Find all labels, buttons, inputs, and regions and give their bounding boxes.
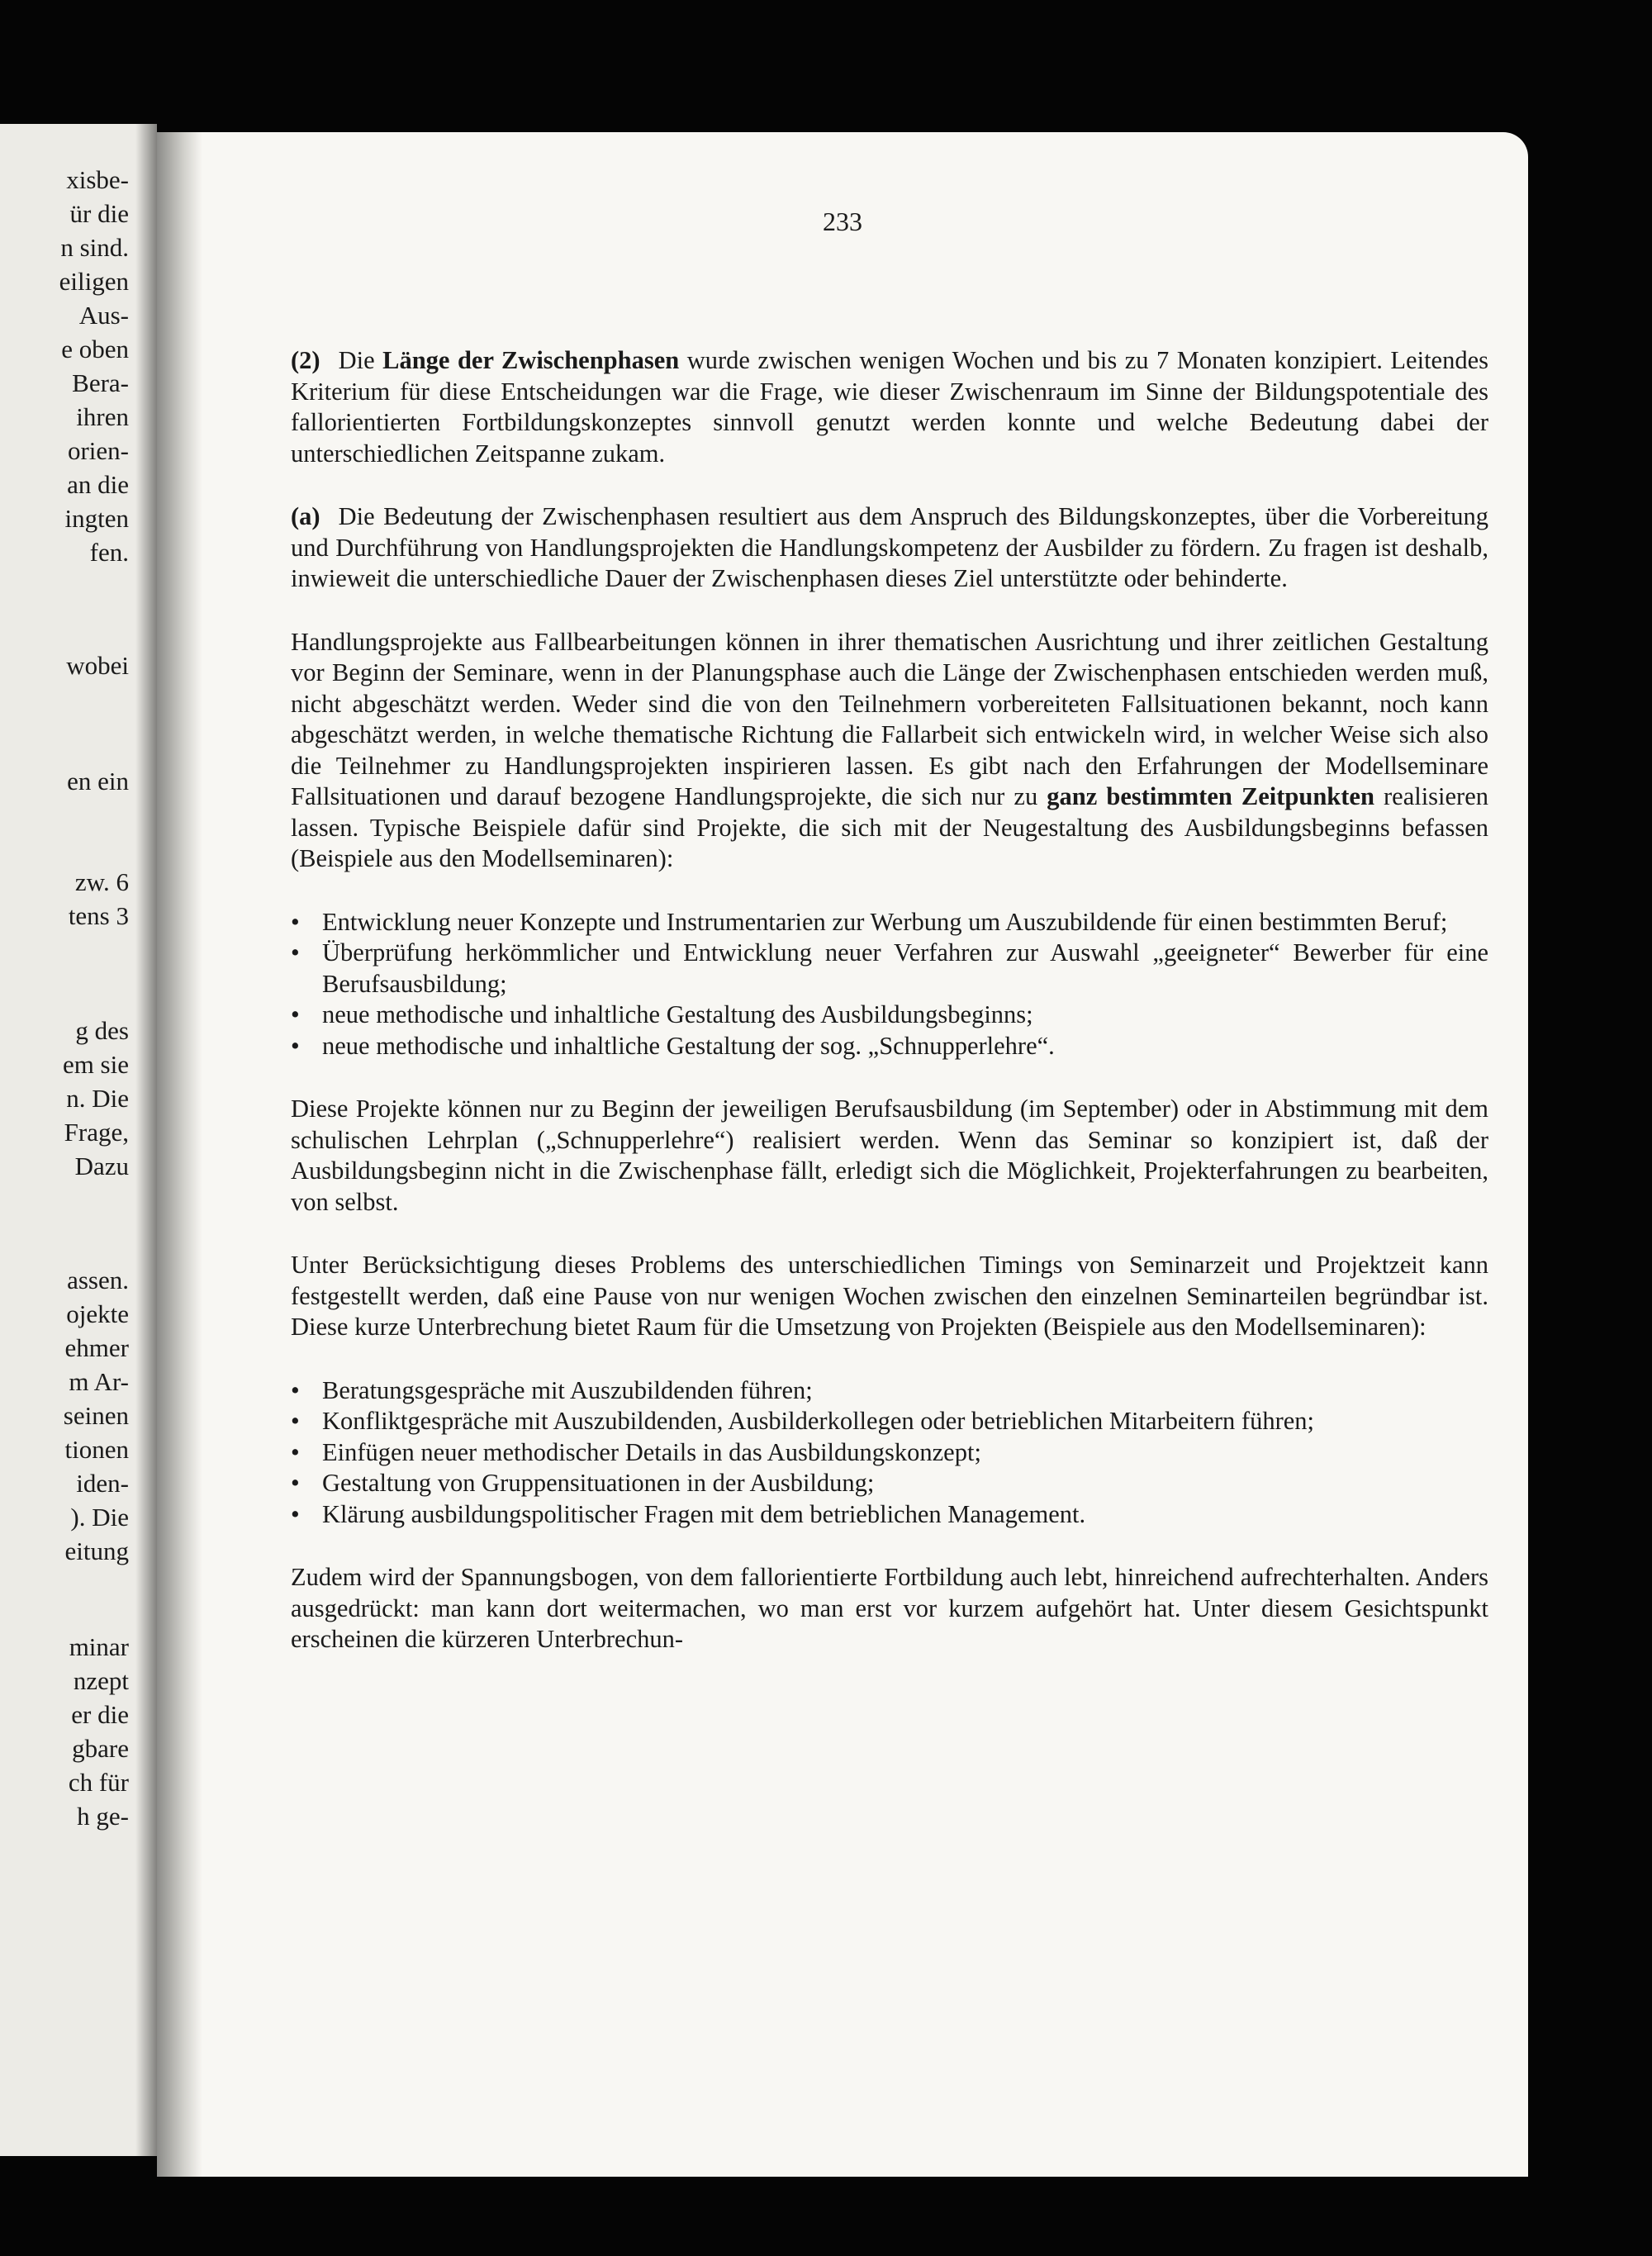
book-page <box>157 132 1528 2177</box>
bullet-list-1 <box>291 907 1488 1062</box>
page-body <box>291 345 1488 1688</box>
list-item: • Einfügen neuer methodischer Details in das Ausbildungskonzept; <box>291 1437 1488 1469</box>
left-page-line: seinen <box>63 1401 129 1430</box>
section-number: (2) <box>291 346 320 374</box>
left-page-line: Bera- <box>72 368 129 397</box>
left-page-line: gbare <box>72 1734 129 1763</box>
left-page-line: iden- <box>76 1469 129 1498</box>
paragraph-projekte: Diese Projekte können nur zu Beginn der jeweiligen Berufsausbildung (im September) oder in Abstimmung mit dem schulischen Lehrplan („Schnupperlehre“) realisiert werden. Wenn das Seminar so konzipiert ist, daß der Ausbildungsbeginn nicht in die Zwischenphase fällt, erledigt sich die Möglichkeit, Projekterfahrungen zu bearbeiten, von selbst. <box>291 1095 1488 1216</box>
left-page-line: ingten <box>64 504 129 533</box>
left-page-line: Aus- <box>78 301 129 330</box>
left-page-line: en ein <box>67 767 129 796</box>
left-page-line: an die <box>67 470 129 499</box>
left-page-line: tionen <box>64 1435 129 1464</box>
left-page-line: minar <box>69 1632 129 1661</box>
left-page-line: ür die <box>69 199 129 228</box>
left-page-line: ehmer <box>64 1333 129 1362</box>
paragraph-a: (a) Die Bedeutung der Zwischenphasen resultiert aus dem Anspruch des Bildungskonzeptes, über die Vorbereitung und Durchführung von Handlungsprojekten die Handlungskompetenz der Ausbilder zu fördern. Zu fragen ist deshalb, inwieweit die unterschiedliche Dauer der Zwischenphasen dieses Ziel unterstützte oder behinderte. <box>291 502 1488 592</box>
left-page-line: e oben <box>61 335 129 363</box>
left-page-line: n sind. <box>60 233 129 262</box>
left-page-line: zw. 6 <box>74 867 129 896</box>
paragraph-timing: Unter Berücksichtigung dieses Problems des unterschiedlichen Timings von Seminarzeit und Projektzeit kann festgestellt werden, daß eine Pause von nur wenigen Wochen zwischen den einzelnen Seminarteilen begründbar ist. Diese kurze Unterbrechung bietet Raum für die Umsetzung von Projekten (Beispiele aus den Modellseminaren): <box>291 1251 1488 1341</box>
left-page-line: em sie <box>62 1050 129 1079</box>
left-page-line: xisbe- <box>66 165 129 194</box>
list-item: • Konfliktgespräche mit Auszubildenden, Ausbilderkollegen oder betrieblichen Mitarbeitern führen; <box>291 1406 1488 1437</box>
list-item: • neue methodische und inhaltliche Gestaltung der sog. „Schnupperlehre“. <box>291 1031 1488 1062</box>
left-page-line: wobei <box>66 651 129 680</box>
left-page-line: nzept <box>73 1666 129 1695</box>
left-page-line: n. Die <box>66 1084 129 1113</box>
list-item: • neue methodische und inhaltliche Gestaltung des Ausbildungsbeginns; <box>291 1000 1488 1031</box>
book-gutter-shadow <box>135 124 157 2156</box>
list-item: • Entwicklung neuer Konzepte und Instrumentarien zur Werbung um Auszubildende für einen bestimmten Beruf; <box>291 907 1488 938</box>
left-page-line: tens 3 <box>68 901 129 930</box>
left-page-line: m Ar- <box>69 1367 129 1396</box>
bold-term: ganz bestimmten Zeitpunkten <box>1047 782 1374 810</box>
left-page-line: Frage, <box>64 1118 129 1147</box>
left-page-line: orien- <box>67 436 129 465</box>
page-gutter <box>157 132 202 2177</box>
section-number: (a) <box>291 502 320 530</box>
bold-term: Länge der Zwischenphasen <box>382 346 680 374</box>
paragraph-2: (2) Die Länge der Zwischenphasen wurde zwischen wenigen Wochen und bis zu 7 Monaten konzipiert. Leitendes Kriterium für diese Entscheidungen war die Frage, wie dieser Zwischenraum im Sinne der Bildungspotentiale des fallorientierten Fortbildungskonzeptes sinnvoll genutzt werden konnte und welche Bedeutung dabei der unterschiedlichen Zeitspanne zukam. <box>291 346 1488 468</box>
left-page-line: h ge- <box>77 1802 129 1831</box>
left-page-line: er die <box>71 1700 129 1729</box>
left-page-line: g des <box>75 1016 129 1045</box>
left-page-line: assen. <box>67 1266 129 1294</box>
paragraph-handlungsprojekte: Handlungsprojekte aus Fallbearbeitungen können in ihrer thematischen Ausrichtung und ihrer zeitlichen Gestaltung vor Beginn der Seminare, wenn in der Planungsphase auch die Länge der Zwischenphasen entschieden werden muß, nicht abgeschätzt werden. Weder sind die von den Teilnehmern vorbereiteten Fallsituationen bekannt, noch kann abgeschätzt werden, in welche thematische Richtung die Fallarbeit sich entwickeln wird, in welcher Weise sich also die Teilnehmer zu Handlungsprojekten inspirieren lassen. Es gibt nach den Erfahrungen der Modellseminare Fallsituationen und darauf bezogene Handlungsprojekte, die sich nur zu ganz bestimmten Zeitpunkten realisieren lassen. Typische Beispiele dafür sind Projekte, die sich mit der Neugestaltung des Ausbildungsbeginns befassen (Beispiele aus den Modellseminaren): <box>291 627 1488 872</box>
left-page-line: eitung <box>64 1536 129 1565</box>
left-page-line: ). Die <box>70 1503 129 1532</box>
bullet-list-2 <box>291 1375 1488 1531</box>
list-item: • Gestaltung von Gruppensituationen in der Ausbildung; <box>291 1468 1488 1499</box>
list-item: • Klärung ausbildungspolitischer Fragen mit dem betrieblichen Management. <box>291 1499 1488 1531</box>
page-number: 233 <box>823 207 862 236</box>
left-page-line: ojekte <box>66 1299 129 1328</box>
left-page-line: eiligen <box>59 267 129 296</box>
left-page-line: Dazu <box>74 1152 129 1180</box>
left-page-line: ch für <box>68 1768 129 1797</box>
left-page-line: ihren <box>76 402 129 431</box>
paragraph-spannungsbogen: Zudem wird der Spannungsbogen, von dem fallorientierte Fortbildung auch lebt, hinreichend aufrechterhalten. Anders ausgedrückt: man kann dort weitermachen, wo man erst vor kurzem aufgehört hat. Unter diesem Gesichtspunkt erscheinen die kürzeren Unterbrechun- <box>291 1563 1488 1653</box>
list-item: • Überprüfung herkömmlicher und Entwicklung neuer Verfahren zur Auswahl „geeigneter“ Bewerber für eine Berufsausbildung; <box>291 938 1488 1000</box>
list-item: • Beratungsgespräche mit Auszubildenden führen; <box>291 1375 1488 1407</box>
left-page-fragment <box>0 124 157 2156</box>
left-page-line: fen. <box>89 538 129 567</box>
